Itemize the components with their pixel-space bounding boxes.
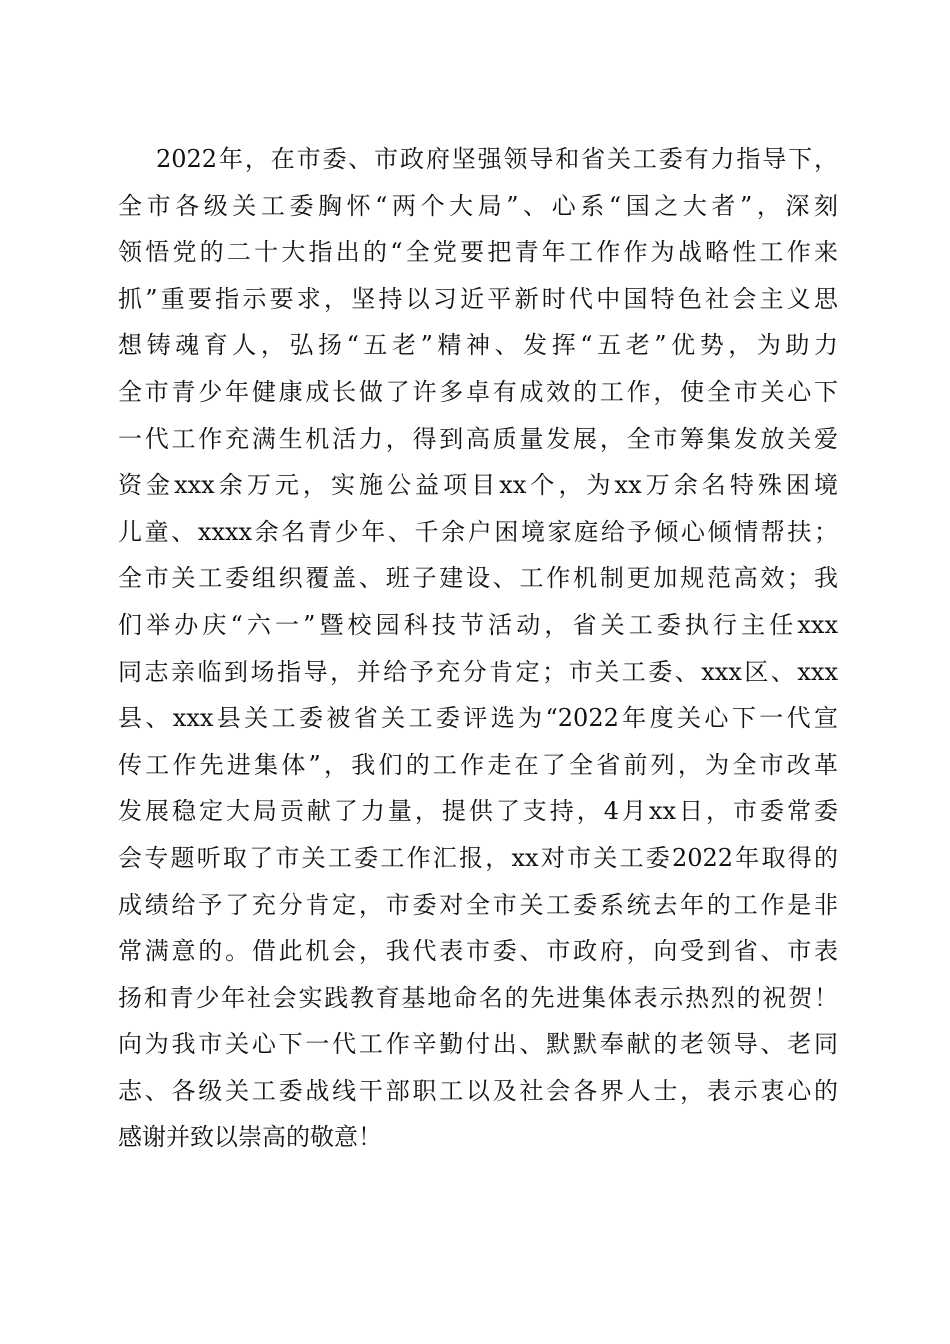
paragraph-line-9: 儿童、xxxx余名青少年、千余户困境家庭给予倾心倾情帮扶； <box>118 517 838 546</box>
paragraph-line-4: 抓”重要指示要求，坚持以习近平新时代中国特色社会主义思 <box>118 284 838 313</box>
paragraph-line-20: 向为我市关心下一代工作辛勤付出、默默奉献的老领导、老同 <box>118 1030 838 1059</box>
paragraph-line-5: 想铸魂育人，弘扬“五老”精神、发挥“五老”优势，为助力 <box>118 331 838 360</box>
body-paragraph <box>118 136 838 1161</box>
paragraph-line-12: 同志亲临到场指导，并给予充分肯定；市关工委、xxx区、xxx <box>118 657 838 686</box>
paragraph-line-11: 们举办庆“六一”暨校园科技节活动，省关工委执行主任xxx <box>118 610 838 639</box>
paragraph-line-14: 传工作先进集体”，我们的工作走在了全省前列，为全市改革 <box>118 750 838 779</box>
paragraph-line-21: 志、各级关工委战线干部职工以及社会各界人士，表示衷心的 <box>118 1076 838 1105</box>
paragraph-line-6: 全市青少年健康成长做了许多卓有成效的工作，使全市关心下 <box>118 377 838 406</box>
paragraph-line-13: 县、xxx县关工委被省关工委评选为“2022年度关心下一代宣 <box>118 704 838 733</box>
paragraph-line-22: 感谢并致以崇高的敬意！ <box>118 1123 382 1152</box>
paragraph-line-10: 全市关工委组织覆盖、班子建设、工作机制更加规范高效；我 <box>118 564 838 593</box>
paragraph-line-18: 常满意的。借此机会，我代表市委、市政府，向受到省、市表 <box>118 937 838 966</box>
paragraph-line-15: 发展稳定大局贡献了力量，提供了支持，4月xx日，市委常委 <box>118 797 838 826</box>
paragraph-line-16: 会专题听取了市关工委工作汇报，xx对市关工委2022年取得的 <box>118 843 838 872</box>
paragraph-line-1: 2022年，在市委、市政府坚强领导和省关工委有力指导下， <box>118 145 838 173</box>
paragraph-line-8: 资金xxx余万元，实施公益项目xx个，为xx万余名特殊困境 <box>118 471 838 500</box>
paragraph-line-7: 一代工作充满生机活力，得到高质量发展，全市筹集发放关爱 <box>118 424 838 453</box>
paragraph-line-3: 领悟党的二十大指出的“全党要把青年工作作为战略性工作来 <box>118 238 838 267</box>
paragraph-line-2: 全市各级关工委胸怀“两个大局”、心系“国之大者”，深刻 <box>118 191 838 220</box>
paragraph-line-19: 扬和青少年社会实践教育基地命名的先进集体表示热烈的祝贺！ <box>118 983 838 1012</box>
paragraph-line-17: 成绩给予了充分肯定，市委对全市关工委系统去年的工作是非 <box>118 890 838 919</box>
